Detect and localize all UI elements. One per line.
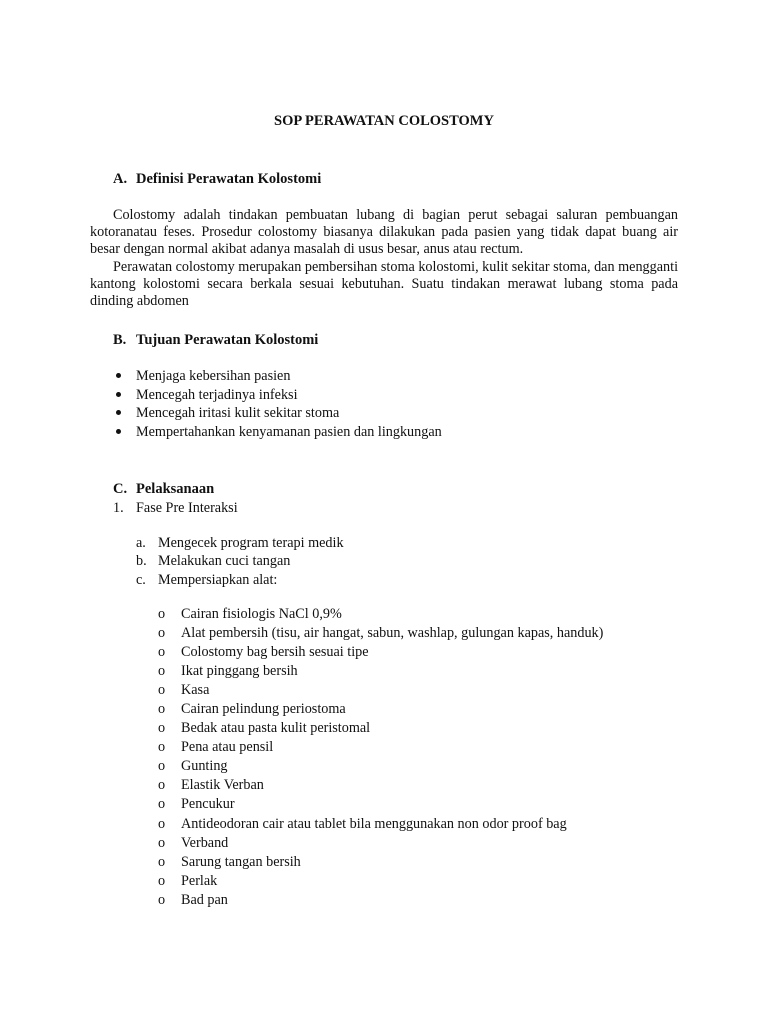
- section-a-paragraph-1: Colostomy adalah tindakan pembuatan lubang di bagian perut sebagai saluran pembuangan kotoranatau feses. Prosedur colostomy biasanya dilakukan pada pasien yang tidak dapat buang air besar dengan normal akibat adanya masalah di usus besar, anus atau rectum.: [90, 207, 678, 257]
- section-b-letter: B.: [113, 332, 127, 348]
- list-item: Mencegah terjadinya infeksi: [113, 387, 442, 406]
- list-item-text: Verband: [181, 834, 229, 851]
- list-item: [136, 553, 344, 571]
- step-1-label: Fase Pre Interaksi: [136, 500, 238, 516]
- list-item: [158, 625, 603, 644]
- circle-bullet-icon: o: [158, 777, 166, 794]
- list-item-text: Bad pan: [181, 891, 228, 908]
- list-item-text: Alat pembersih (tisu, air hangat, sabun, washlap, gulungan kapas, handuk): [181, 625, 604, 642]
- step-1: [113, 500, 238, 517]
- list-item: Mencegah iritasi kulit sekitar stoma: [113, 405, 442, 424]
- section-b-title: Tujuan Perawatan Kolostomi: [136, 332, 319, 348]
- step-1-number: 1.: [113, 500, 124, 516]
- list-item-text: Mengecek program terapi medik: [158, 535, 344, 551]
- circle-bullet-icon: o: [158, 606, 166, 622]
- tools-list: [158, 606, 603, 911]
- circle-bullet-icon: o: [158, 834, 166, 851]
- section-a-paragraph-2: Perawatan colostomy merupakan pembersihan stoma kolostomi, kulit sekitar stoma, dan mengganti kantong kolostomi secara berkala sesuai kebutuhan. Suatu tindakan merawat lubang stoma pada dinding abdomen: [90, 259, 679, 309]
- list-item-text: Cairan fisiologis NaCl 0,9%: [181, 606, 342, 622]
- circle-bullet-icon: o: [158, 853, 166, 870]
- list-marker: b.: [136, 553, 147, 570]
- circle-bullet-icon: o: [158, 758, 166, 775]
- list-item: [158, 796, 603, 815]
- circle-bullet-icon: o: [158, 625, 166, 642]
- list-item-text: Perlak: [181, 872, 218, 889]
- list-item: [158, 873, 603, 892]
- substeps-list: [136, 535, 344, 590]
- list-item: [158, 835, 603, 854]
- list-item-text: Pena atau pensil: [181, 739, 274, 756]
- list-item-text: Sarung tangan bersih: [181, 853, 301, 870]
- list-item-text: Gunting: [181, 758, 228, 775]
- section-a-title: Definisi Perawatan Kolostomi: [136, 171, 322, 187]
- list-item: Menjaga kebersihan pasien: [113, 368, 442, 387]
- section-c-letter: C.: [113, 481, 128, 497]
- objectives-list: [113, 368, 442, 443]
- list-item: Mempertahankan kenyamanan pasien dan lingkungan: [113, 424, 442, 443]
- list-item-text: Kasa: [181, 682, 210, 699]
- list-item: [136, 572, 344, 590]
- circle-bullet-icon: o: [158, 644, 166, 661]
- list-item: [158, 644, 603, 663]
- circle-bullet-icon: o: [158, 872, 166, 889]
- list-item: [158, 739, 603, 758]
- list-item: [158, 892, 603, 911]
- circle-bullet-icon: o: [158, 720, 166, 737]
- list-marker: c.: [136, 571, 146, 588]
- circle-bullet-icon: o: [158, 663, 166, 680]
- list-item-text: Mempersiapkan alat:: [158, 571, 278, 588]
- list-item: [158, 758, 603, 777]
- section-a-heading: [113, 171, 321, 188]
- list-marker: a.: [136, 535, 146, 551]
- list-item-text: Bedak atau pasta kulit peristomal: [181, 720, 371, 737]
- list-item-text: Cairan pelindung periostoma: [181, 701, 346, 718]
- circle-bullet-icon: o: [158, 739, 166, 756]
- list-item-text: Pencukur: [181, 796, 235, 813]
- section-c-heading: [113, 481, 214, 498]
- list-item-text: Elastik Verban: [181, 777, 264, 794]
- list-item-text: Antideodoran cair atau tablet bila menggunakan non odor proof bag: [181, 815, 567, 832]
- circle-bullet-icon: o: [158, 815, 166, 832]
- list-item: [158, 854, 603, 873]
- section-c-title: Pelaksanaan: [136, 481, 215, 497]
- list-item: [158, 777, 603, 796]
- list-item: [158, 720, 603, 739]
- list-item-text: Ikat pinggang bersih: [181, 663, 298, 680]
- list-item-text: Melakukan cuci tangan: [158, 553, 291, 570]
- section-b-heading: [113, 332, 318, 349]
- circle-bullet-icon: o: [158, 796, 166, 813]
- document-title: SOP PERAWATAN COLOSTOMY: [274, 113, 494, 129]
- list-item: [136, 535, 344, 553]
- list-item: [158, 701, 603, 720]
- list-item-text: Colostomy bag bersih sesuai tipe: [181, 644, 369, 661]
- circle-bullet-icon: o: [158, 682, 166, 699]
- list-item: [158, 816, 603, 835]
- section-a-letter: A.: [113, 171, 128, 187]
- list-item: [158, 663, 603, 682]
- list-item: [158, 606, 603, 625]
- list-item: [158, 682, 603, 701]
- circle-bullet-icon: o: [158, 701, 166, 718]
- circle-bullet-icon: o: [158, 891, 166, 908]
